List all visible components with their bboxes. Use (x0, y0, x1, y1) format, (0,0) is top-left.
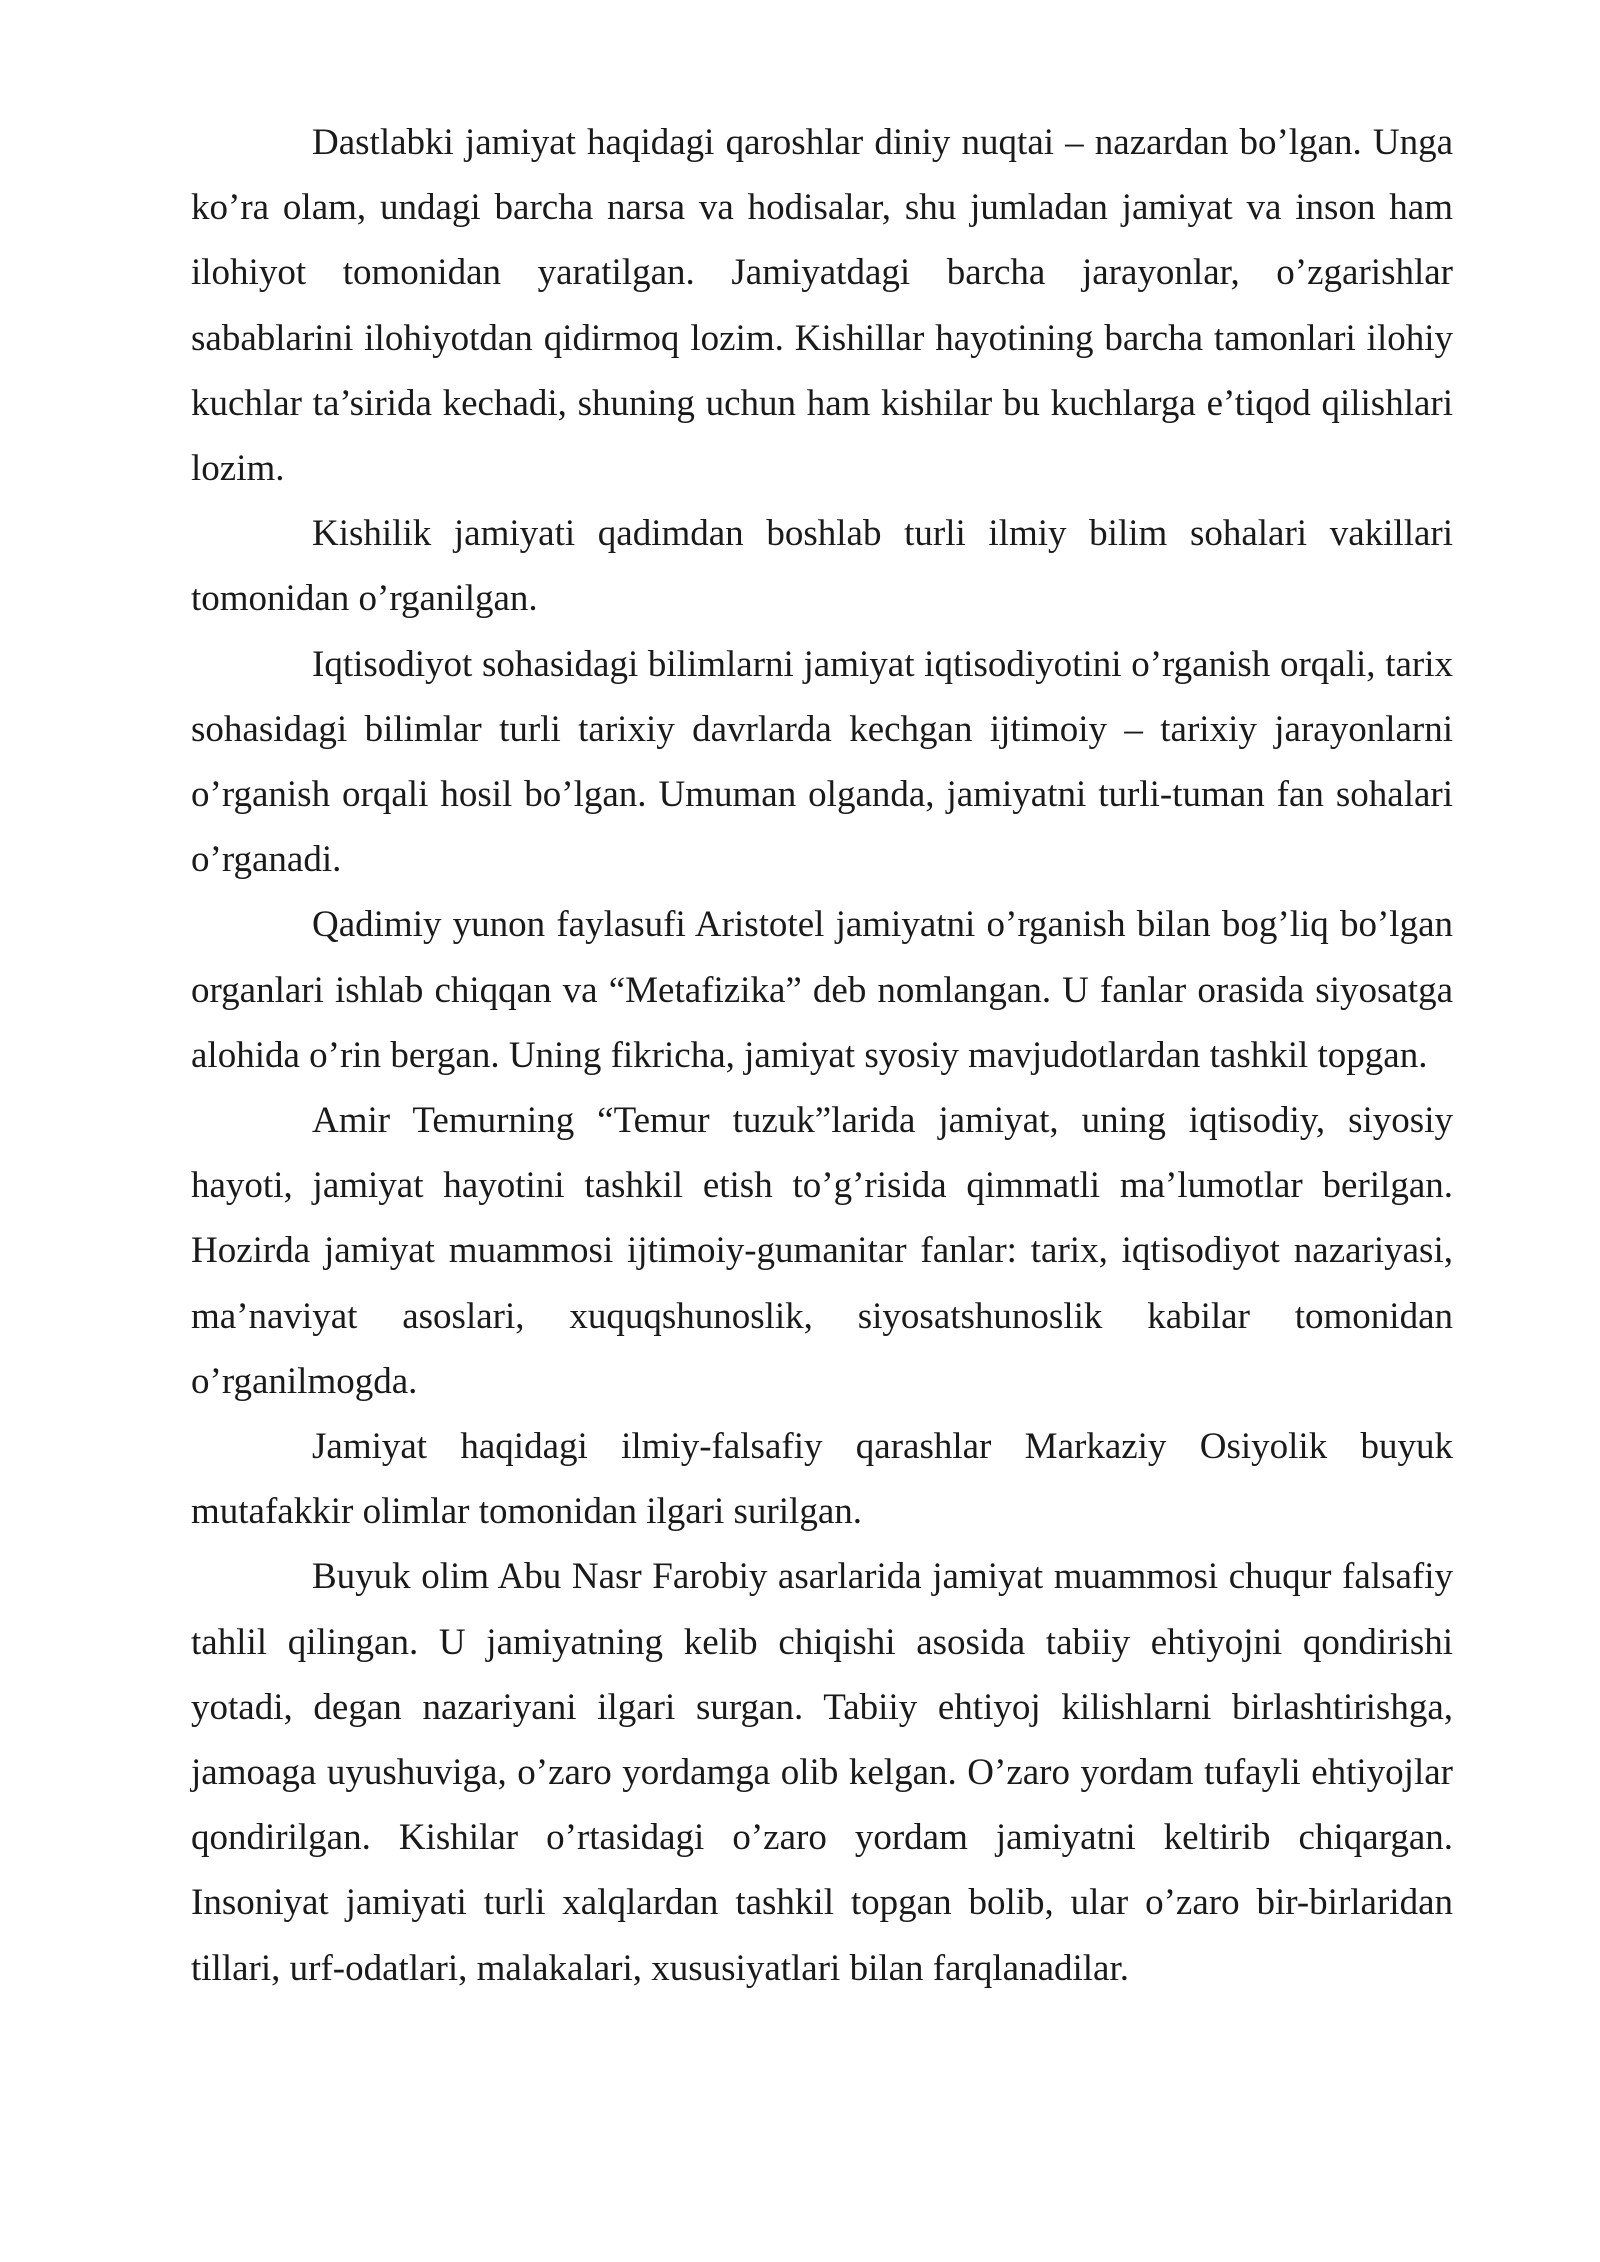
paragraph-religious-views: Dastlabki jamiyat haqidagi qaroshlar diniy nuqtai – nazardan bo’lgan. Unga ko’ra olam, undagi barcha narsa va hodisalar, shu jumladan jamiyat va inson ham ilohiyot tomonidan yaratilgan. Jamiyatdagi barcha jarayonlar, o’zgarishlar sabablarini ilohiyotdan qidirmoq lozim. Kishillar hayotining barcha tamonlari ilohiy kuchlar ta’sirida kechadi, shuning uchun ham kishilar bu kuchlarga e’tiqod qilishlari lozim. (191, 122, 1453, 490)
paragraph-farobiy: Buyuk olim Abu Nasr Farobiy asarlarida jamiyat muammosi chuqur falsafiy tahlil qilingan. U jamiyatning kelib chiqishi asosida tabiiy ehtiyojni qondirishi yotadi, degan nazariyani ilgari surgan. Tabiiy ehtiyoj kilishlarni birlashtirishga, jamoaga uyushuviga, o’zaro yordamga olib kelgan. O’zaro yordam tufayli ehtiyojlar qondirilgan. Kishilar o’rtasidagi o’zaro yordam jamiyatni keltirib chiqargan. Insoniyat jamiyati turli xalqlardan tashkil topgan bolib, ular o’zaro bir-birlaridan tillari, urf-odatlari, malakalari, xususiyatlari bilan farqlanadilar. (191, 1556, 1453, 1989)
paragraph-central-asian-thinkers: Jamiyat haqidagi ilmiy-falsafiy qarashlar Markaziy Osiyolik buyuk mutafakkir olimlar tomonidan ilgari surilgan. (191, 1426, 1453, 1533)
document-body (191, 110, 1453, 2001)
paragraph-economics-history: Iqtisodiyot sohasidagi bilimlarni jamiyat iqtisodiyotini o’rganish orqali, tarix sohasidagi bilimlar turli tarixiy davrlarda kechgan ijtimoiy – tarixiy jarayonlarni o’rganish orqali hosil bo’lgan. Umuman olganda, jamiyatni turli-tuman fan sohalari o’rganadi. (191, 643, 1453, 881)
paragraph-scientific-study: Kishilik jamiyati qadimdan boshlab turli ilmiy bilim sohalari vakillari tomonidan o’rganilgan. (191, 513, 1453, 620)
paragraph-amir-temur: Amir Temurning “Temur tuzuk”larida jamiyat, uning iqtisodiy, siyosiy hayoti, jamiyat hayotini tashkil etish to’g’risida qimmatli ma’lumotlar berilgan. Hozirda jamiyat muammosi ijtimoiy-gumanitar fanlar: tarix, iqtisodiyot nazariyasi, ma’naviyat asoslari, xuquqshunoslik, siyosatshunoslik kabilar tomonidan o’rganilmogda. (191, 1100, 1453, 1402)
paragraph-aristotle: Qadimiy yunon faylasufi Aristotel jamiyatni o’rganish bilan bog’liq bo’lgan organlari ishlab chiqqan va “Metafizika” deb nomlangan. U fanlar orasida siyosatga alohida o’rin bergan. Uning fikricha, jamiyat syosiy mavjudotlardan tashkil topgan. (191, 904, 1453, 1076)
